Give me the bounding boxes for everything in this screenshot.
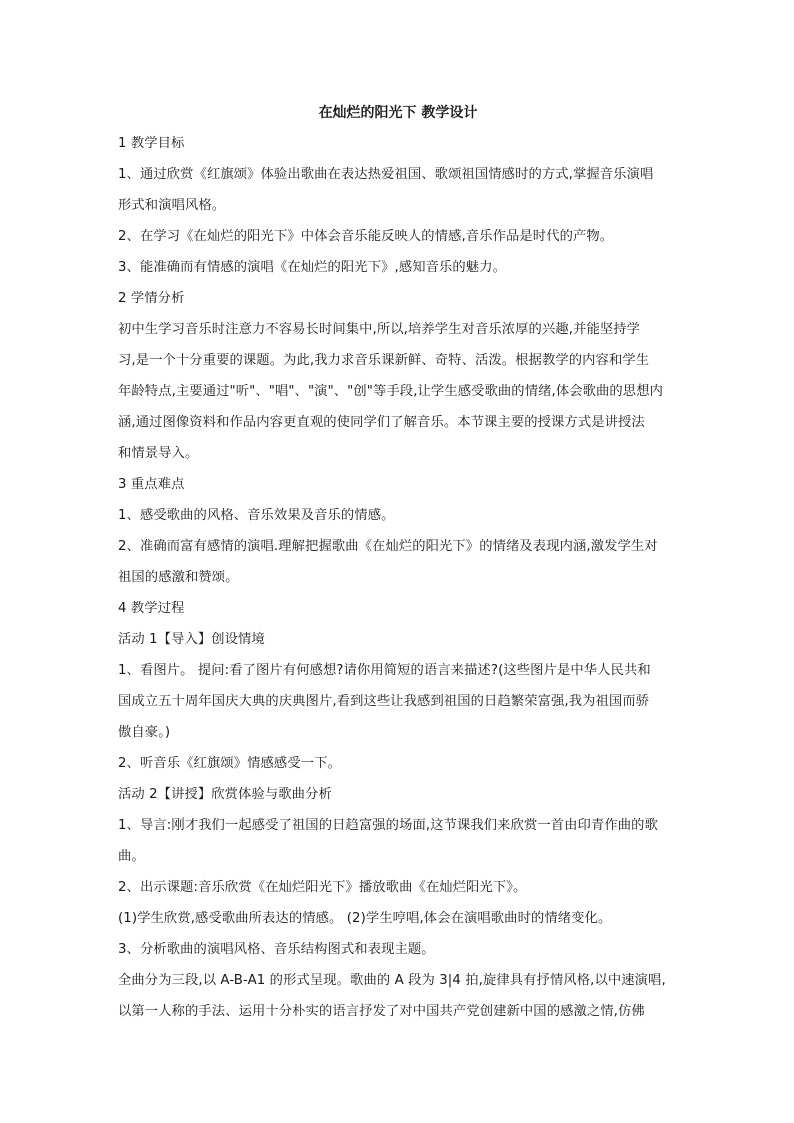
text-line: 年龄特点,主要通过"听"、"唱"、"演"、"创"等手段,让学生感受歌曲的情绪,体会歌曲的思想内 [118,384,663,399]
document-body [118,128,678,1027]
document-page [118,98,678,1027]
text-line: 形式和演唱风格。 [118,198,226,213]
text-line: 3 重点难点 [118,477,185,492]
text-line: 1、通过欣赏《红旗颂》体验出歌曲在表达热爱祖国、歌颂祖国情感时的方式,掌握音乐演唱 [118,167,654,182]
text-line: 4 教学过程 [118,601,185,616]
text-line: 2、听音乐《红旗颂》情感感受一下。 [118,756,341,771]
text-line: 活动 2【讲授】欣赏体验与歌曲分析 [118,787,332,802]
text-line: 以第一人称的手法、运用十分朴实的语言抒发了对中国共产党创建新中国的感激之情,仿佛 [118,1004,645,1019]
text-line: 2、出示课题:音乐欣赏《在灿烂阳光下》播放歌曲《在灿烂阳光下》。 [118,880,527,895]
text-line: 习,是一个十分重要的课题。为此,我力求音乐课新鲜、奇特、活泼。根据教学的内容和学生 [118,353,650,368]
text-line: 2、准确而富有感情的演唱.理解把握歌曲《在灿烂的阳光下》的情绪及表现内涵,激发学生对 [118,539,658,554]
text-line: (1)学生欣赏,感受歌曲所表达的情感。 (2)学生哼唱,体会在演唱歌曲时的情绪变化。 [118,911,612,926]
document-title: 在灿烂的阳光下 教学设计 [318,105,478,121]
text-line: 3、能准确而有情感的演唱《在灿烂的阳光下》,感知音乐的魅力。 [118,260,506,275]
text-line: 2 学情分析 [118,291,185,306]
text-line: 全曲分为三段,以 A-B-A1 的形式呈现。歌曲的 A 段为 3|4 拍,旋律具有抒情风格,以中速演唱, [118,973,666,988]
text-line: 活动 1【导入】创设情境 [118,632,265,647]
text-line: 涵,通过图像资料和作品内容更直观的使同学们了解音乐。本节课主要的授课方式是讲授法 [118,415,645,430]
text-line: 曲。 [118,849,145,864]
text-line: 1、感受歌曲的风格、音乐效果及音乐的情感。 [118,508,395,523]
text-line: 1 教学目标 [118,136,185,151]
text-line: 傲自豪。) [118,725,171,740]
text-line: 1、看图片。 提问:看了图片有何感想?请你用简短的语言来描述?(这些图片是中华人民共和 [118,663,651,678]
text-line: 1、导言:刚才我们一起感受了祖国的日趋富强的场面,这节课我们来欣赏一首由印青作曲的歌 [118,818,658,833]
text-line: 祖国的感激和赞颂。 [118,570,239,585]
text-line: 初中生学习音乐时注意力不容易长时间集中,所以,培养学生对音乐浓厚的兴趣,并能坚持学 [118,322,641,337]
text-line: 3、分析歌曲的演唱风格、音乐结构图式和表现主题。 [118,942,435,957]
text-line: 国成立五十周年国庆大典的庆典图片,看到这些让我感到祖国的日趋繁荣富强,我为祖国而骄 [118,694,650,709]
text-line: 和情景导入。 [118,446,199,461]
text-line: 2、在学习《在灿烂的阳光下》中体会音乐能反映人的情感,音乐作品是时代的产物。 [118,229,614,244]
